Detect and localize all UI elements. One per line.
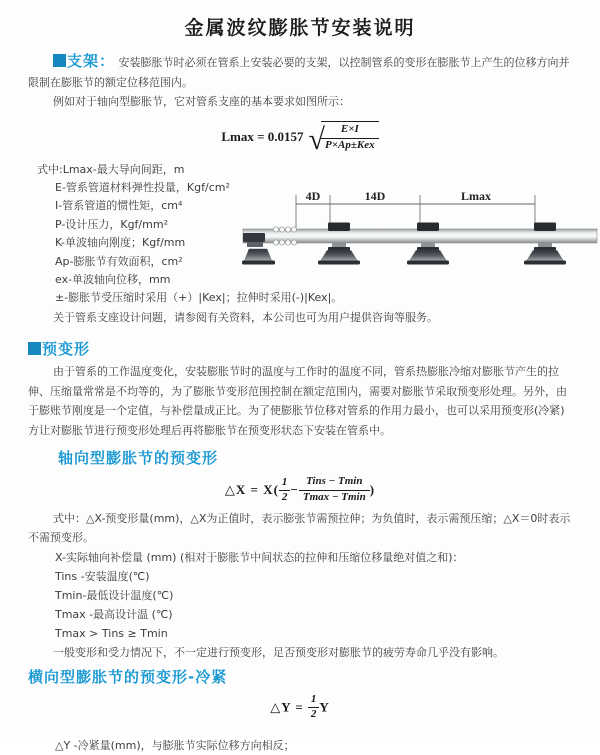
dimension-label-lmax: Lmax: [461, 189, 491, 203]
section-marker-square-icon: [53, 54, 66, 67]
temperature-fraction-numerator: Tins − Tmin: [299, 475, 370, 491]
support-intro-text: 安装膨胀节时必须在管系上安装必要的支架，以控制管系的变形在膨胀节上产生的位移方向并限制在膨胀节的额定位移范围内。: [28, 56, 570, 89]
temp-line: Tins -安装温度(℃): [55, 569, 150, 583]
lmax-formula-numerator: E×I: [321, 123, 379, 139]
lateral-predeform-formula: [0, 693, 600, 722]
axial-predeform-heading: 轴向型膨胀节的预变形: [58, 449, 219, 468]
symbol-item: ±-膨胀节受压缩时采用（+）|Kex|；拉伸时采用(-)|Kex|。: [55, 291, 343, 305]
sqrt-radical-icon: √: [308, 122, 326, 156]
lmax-formula-lhs: Lmax = 0.0157: [221, 128, 304, 144]
section-marker-square-icon: [28, 342, 41, 355]
dimension-label-4d: 4D: [305, 189, 321, 203]
axial-formula-lhs: △X = X(: [224, 482, 279, 497]
support-closing-note: 关于管系支座设计问题，请参阅有关资料，本公司也可为用户提供咨询等服务。: [53, 310, 438, 324]
symbol-item: P-设计压力，Kgf/mm²: [55, 217, 168, 231]
predeform-paragraph: 由于管系的工作温度变化，安装膨胀节时的温度与工作时的温度不同，管系热膨胀冷缩对膨胀节产生的拉伸、压缩量常常是不均等的，为了膨胀节变形范围控制在额定范围内，需要对膨胀节采取预变形处理。另外，由于膨账节刚度是一个定值，与补偿量成正比。为了使膨胀节位移对管系的作用力最小，也可以采用预变形(冷紧)方让对膨胀节进行预变形处理后再将膨胀节在预变形状态下安装在管系中。: [28, 365, 567, 437]
support-intro-paragraph: [28, 52, 572, 92]
symbol-item: ex-单波轴向位移，mm: [55, 272, 171, 286]
x-definition-line: X-实际轴向补偿量 (mm) (相对于膨胀节中间状态的拉伸和压缩位移量绝对值之和)：: [55, 550, 464, 564]
lmax-formula-denominator: P×Ap±Kex: [325, 138, 375, 151]
lateral-formula-lhs: △Y =: [270, 699, 304, 715]
temperature-fraction: [299, 475, 370, 505]
predeform-section-title: [28, 338, 600, 359]
page-title: 金属波纹膨胀节安装说明: [184, 17, 416, 39]
pipe-support-spacing-diagram: [243, 187, 597, 273]
lateral-formula-rhs: Y: [319, 699, 330, 715]
lmax-formula-fraction: [321, 123, 379, 153]
temp-line: Tmax -最高设计温 (℃): [55, 607, 173, 621]
symbol-list-intro: 式中:Lmax-最大导向间距，m: [37, 162, 185, 176]
predeform-heading-text: 预变形: [42, 340, 91, 359]
lateral-note: △Y -冷紧量(mm)，与膨胀节实际位移方向相反；: [55, 738, 295, 752]
lateral-predeform-heading: 横向型膨胀节的预变形-冷紧: [28, 668, 228, 687]
axial-formula-close-paren: ): [369, 482, 376, 497]
minus-operator: −: [290, 482, 299, 497]
one-half-fraction: $\frac{1}{2}$: [279, 476, 291, 505]
lateral-note-block: [0, 736, 600, 755]
symbol-item: Ap-膨胀节有效面积，cm²: [55, 254, 183, 268]
lmax-formula: [0, 120, 600, 158]
axial-variable-definitions: [0, 548, 600, 643]
support-example-line: 例如对于轴向型膨胀节，它对管系支座的基本要求如图所示：: [53, 95, 350, 108]
sqrt-body: [321, 121, 379, 153]
temp-line: Tmax > Tins ≥ Tmin: [55, 626, 168, 640]
symbol-item: I-管系管道的惯性矩，cm⁴: [55, 199, 183, 213]
symbol-item: E-管系管道材料弹性投量，Kgf/cm²: [55, 180, 230, 194]
dimension-label-14d: 14D: [364, 189, 386, 203]
support-section-heading: 支架：: [67, 52, 116, 70]
symbol-item: K-单波轴向刚度；Kgf/mm: [55, 236, 186, 250]
axial-note: 一般变形和受力情况下，不一定进行预变形，足否预变形对膨胀节的疲劳寿命几乎没有影响。: [53, 645, 504, 659]
axial-predeform-formula: [0, 475, 600, 505]
one-half-fraction: $\frac{1}{2}$: [308, 693, 320, 722]
temp-line: Tmin-最低设计温度(℃): [55, 588, 174, 602]
axial-formula-explain: 式中：△X-预变形量(mm)，△X为正值时，表示膨张节需预拉伸；为负值时，表示需预压缩；△X＝0时表示不需预变形。: [28, 511, 571, 545]
temperature-fraction-denominator: Tmax − Tmin: [302, 491, 366, 503]
